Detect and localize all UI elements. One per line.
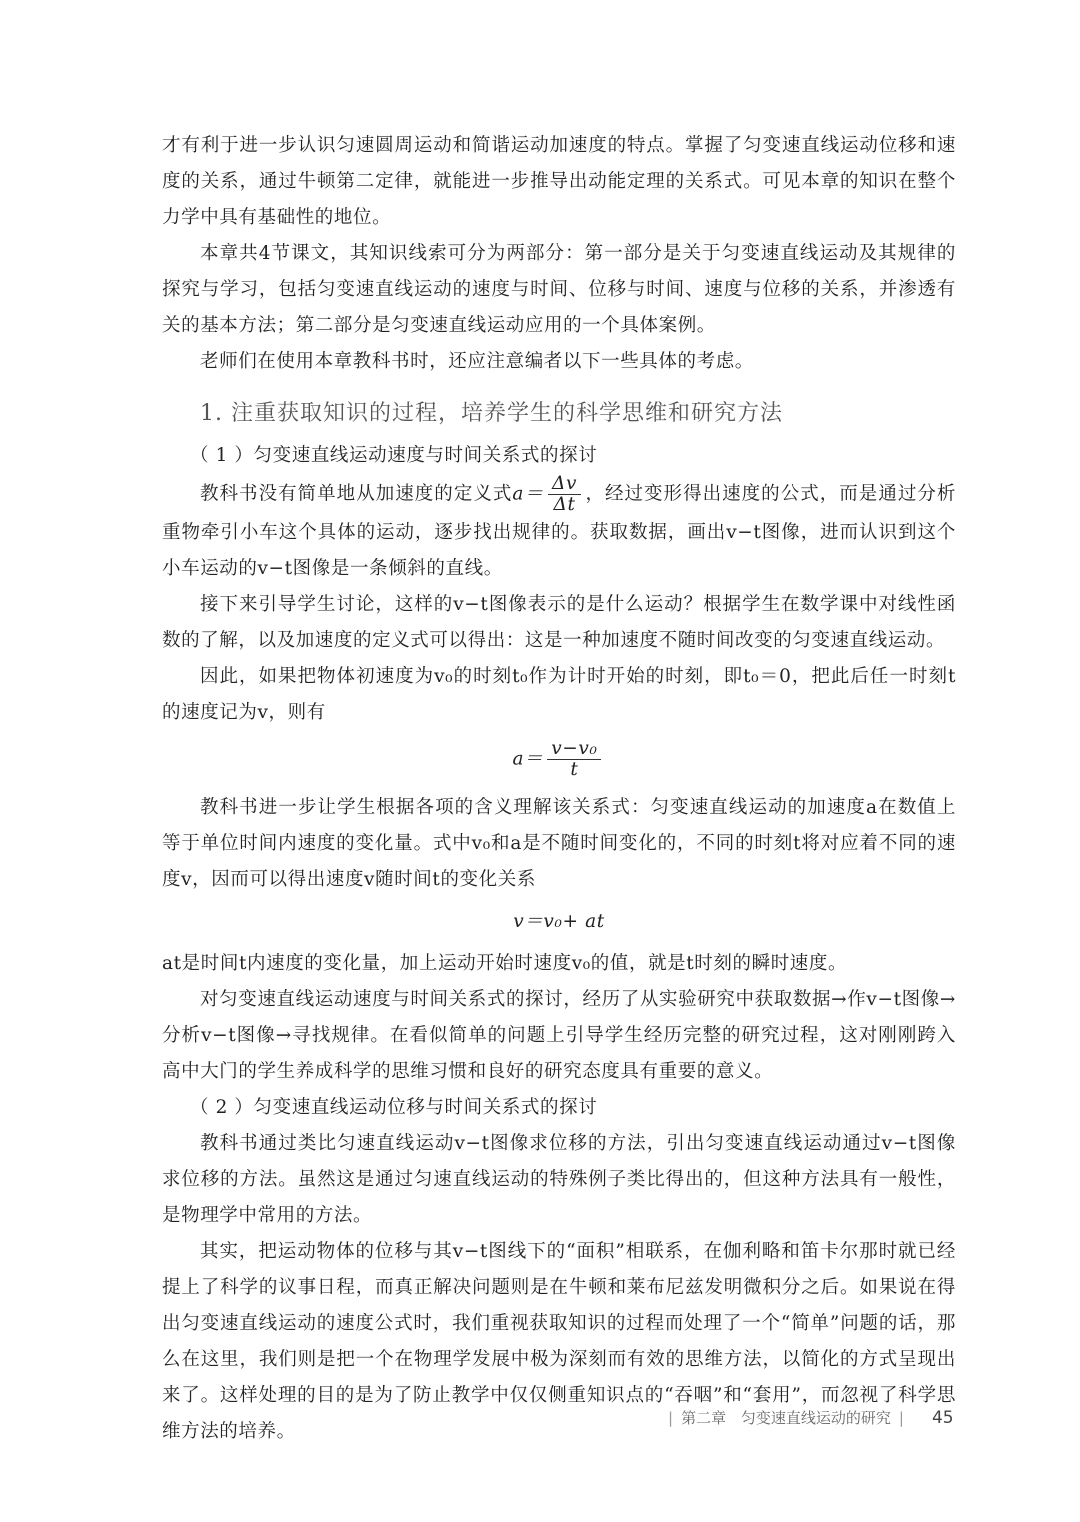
definition-numerator: Δv (548, 474, 581, 495)
equation-fraction (547, 739, 601, 780)
section-heading-1: 1. 注重获取知识的过程，培养学生的科学思维和研究方法 (200, 401, 783, 426)
equation-velocity: v＝v₀+ at (513, 911, 605, 932)
paragraph-therefore: 因此，如果把物体初速度为v₀的时刻t₀作为计时开始的时刻，即t₀＝0，把此后任一时刻t的速度记为v，则有 (162, 666, 956, 723)
paragraph-teacher-note: 老师们在使用本章教科书时，还应注意编者以下一些具体的考虑。 (200, 351, 754, 372)
definition-text-b: ，经过变形得出速度的公式，而是通过分析重物牵引小车这个具体的运动，逐步找出规律的。获取数据，画出v−t图像，进而认识到这个小车运动的v−t图像是一条倾斜的直线。 (162, 483, 956, 579)
paragraph-further-explanation: 教科书进一步让学生根据各项的含义理解该关系式：匀变速直线运动的加速度a在数值上等于单位时间内速度的变化量。式中v₀和a是不随时间变化的，不同的时刻t将对应着不同的速度v，因而可以得出速度v随时间t的变化关系 (162, 797, 956, 890)
equation-acceleration (162, 739, 956, 780)
paragraph-at-meaning: at是时间t内速度的变化量，加上运动开始时速度v₀的值，就是t时刻的瞬时速度。 (162, 953, 848, 974)
paragraph-analogy: 教科书通过类比匀速直线运动v−t图像求位移的方法，引出匀变速直线运动通过v−t图像求位移的方法。虽然这是通过匀速直线运动的特殊例子类比得出的，但这种方法具有一般性，是物理学中常用的方法。 (162, 1133, 956, 1226)
definition-text-a: 教科书没有简单地从加速度的定义式 (200, 483, 513, 505)
paragraph-intro-continuation: 才有利于进一步认识匀速圆周运动和简谐运动加速度的特点。掌握了匀变速直线运动位移和速度的关系，通过牛顿第二定律，就能进一步推导出动能定理的关系式。可见本章的知识在整个力学中具有基础性的地位。 (162, 135, 956, 228)
equation-numerator: v−v₀ (547, 739, 601, 760)
footer-chapter: 第二章 (681, 1409, 727, 1427)
footer-separator: | (668, 1409, 674, 1427)
footer-separator: | (898, 1409, 904, 1427)
paragraph-research-process: 对匀变速直线运动速度与时间关系式的探讨，经历了从实验研究中获取数据→作v−t图像→分析v−t图像→寻找规律。在看似简单的问题上引导学生经历完整的研究过程，这对刚刚跨入高中大门的学生养成科学的思维习惯和良好的研究态度具有重要的意义。 (162, 989, 956, 1082)
footer-chapter-title: 匀变速直线运动的研究 (740, 1409, 891, 1427)
paragraph-chapter-structure: 本章共4节课文，其知识线索可分为两部分：第一部分是关于匀变速直线运动及其规律的探究与学习，包括匀变速直线运动的速度与时间、位移与时间、速度与位移的关系，并渗透有关的基本方法；第二部分是匀变速直线运动应用的一个具体案例。 (162, 243, 956, 336)
paragraph-discussion: 接下来引导学生讨论，这样的v−t图像表示的是什么运动？根据学生在数学课中对线性函数的了解，以及加速度的定义式可以得出：这是一种加速度不随时间改变的匀变速直线运动。 (162, 594, 956, 651)
subsection-heading-2: （ 2 ）匀变速直线运动位移与时间关系式的探讨 (190, 1097, 598, 1118)
equation-lhs: a＝ (512, 748, 544, 770)
paragraph-acceleration-definition (162, 474, 956, 587)
definition-fraction (548, 474, 581, 515)
page-number: 45 (931, 1408, 954, 1428)
subsection-heading-1: （ 1 ）匀变速直线运动速度与时间关系式的探讨 (190, 445, 598, 466)
equation-denominator: t (570, 759, 579, 780)
paragraph-history: 其实，把运动物体的位移与其v−t图线下的“面积”相联系，在伽利略和笛卡尔那时就已经提上了科学的议事日程，而真正解决问题则是在牛顿和莱布尼兹发明微积分之后。如果说在得出匀变速直线运动的速度公式时，我们重视获取知识的过程而处理了一个“简单”问题的话，那么在这里，我们则是把一个在物理学发展中极为深刻而有效的思维方法，以简化的方式呈现出来了。这样处理的目的是为了防止教学中仅仅侧重知识点的“吞咽”和“套用”，而忽视了科学思维方法的培养。 (162, 1241, 956, 1442)
page-footer (660, 1407, 960, 1428)
definition-equation-lhs: a＝ (512, 483, 544, 505)
body-text (162, 128, 956, 1450)
definition-denominator: Δt (553, 494, 576, 515)
